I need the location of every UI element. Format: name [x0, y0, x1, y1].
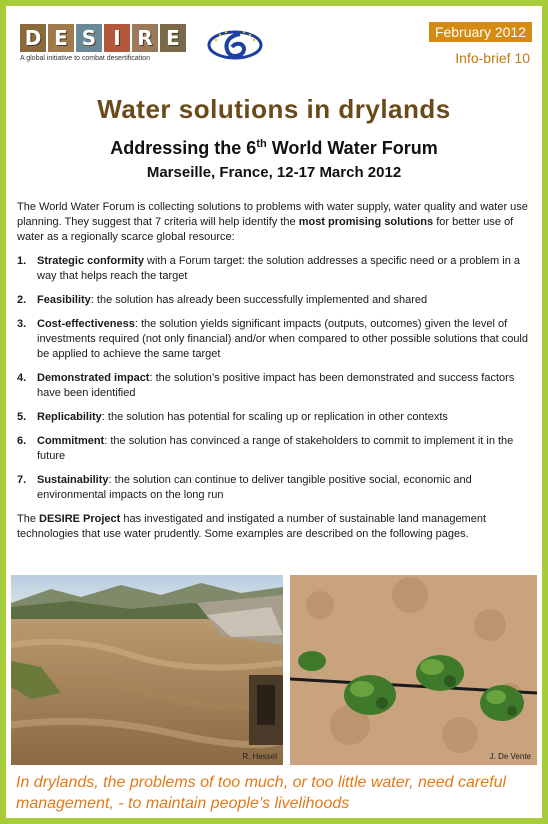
intro-paragraph	[17, 200, 529, 245]
criterion-number: 5.	[17, 411, 27, 423]
date-badge: February 2012	[429, 22, 532, 42]
criterion-number: 6.	[17, 435, 27, 447]
criterion-term: Feasibility	[37, 294, 91, 306]
criterion-term: Sustainability	[37, 474, 109, 486]
criterion-number: 1.	[17, 255, 27, 267]
page-title: Water solutions in drylands	[97, 94, 451, 124]
criterion-item	[17, 254, 529, 284]
logo-letter: S	[76, 24, 102, 52]
subtitle-text: Addressing the 6	[110, 138, 257, 158]
criterion-item	[17, 371, 529, 401]
subtitle-text-end: World Water Forum	[266, 138, 438, 158]
criterion-item	[17, 434, 529, 464]
logo-letter: R	[132, 24, 158, 52]
logo-letter: D	[20, 24, 46, 52]
intro-emphasis: most promising solutions	[298, 216, 434, 228]
logo-letter: I	[104, 24, 130, 52]
page-subtitle	[6, 138, 542, 159]
eu-sixth-framework-logo	[206, 28, 264, 62]
criterion-number: 4.	[17, 372, 27, 384]
closing-text: The	[17, 513, 40, 525]
event-location-date: Marseille, France, 12-17 March 2012	[146, 164, 402, 181]
criterion-item	[17, 473, 529, 503]
criterion-term: Replicability	[37, 411, 102, 423]
logo-letter: E	[160, 24, 186, 52]
criterion-term: Cost-effectiveness	[37, 318, 135, 330]
intro-text: The World Water Forum is collecting solutions to problems with water supply, water quality and water use planning. They suggest that 7 criteria will help identify the	[17, 201, 528, 228]
closing-caption: In drylands, the problems of too much, or too little water, need careful management, - to maintain people’s livelihoods	[16, 774, 507, 812]
closing-text-end: has investigated and instigated a number of sustainable land management technologies that use water prudently. Some examples are described on the following pages.	[17, 513, 487, 540]
criterion-description: : the solution’s positive impact has been demonstrated and success factors have been identified	[37, 372, 515, 399]
criterion-number: 2.	[17, 294, 27, 306]
subtitle-superscript: th	[256, 138, 267, 150]
desire-logo	[20, 24, 190, 72]
criterion-description: : the solution has already been successfully implemented and shared	[90, 294, 428, 306]
logo-tagline: A global initiative to combat desertification	[20, 55, 150, 62]
criterion-description: : the solution has convinced a range of stakeholders to commit to implement it in the future	[37, 435, 514, 462]
drip-irrigation-photo	[290, 575, 537, 765]
criterion-term: Demonstrated impact	[37, 372, 150, 384]
flood-photo	[11, 575, 283, 765]
criterion-item	[17, 317, 529, 362]
info-brief-number: Info-brief 10	[455, 50, 530, 66]
photo-credit-left: R. Hessel	[242, 752, 277, 761]
photo-credit-right: J. De Vente	[489, 752, 531, 761]
intro-text-end: for better use of water as a regionally scarce global resource:	[17, 216, 514, 243]
criterion-item	[17, 293, 529, 308]
criterion-term: Commitment	[37, 435, 105, 447]
article-body	[17, 200, 529, 551]
closing-paragraph	[17, 512, 529, 542]
criterion-description: : the solution can continue to deliver tangible positive social, economic and environmental impacts on the long run	[37, 474, 472, 501]
criterion-term: Strategic conformity	[37, 255, 144, 267]
criterion-description: with a Forum target: the solution addresses a specific need or a problem in a way that helps reach the target	[37, 255, 520, 282]
logo-letter: E	[48, 24, 74, 52]
criterion-description: : the solution yields significant impacts (outputs, outcomes) given the level of investments required (not only financial) and/or when compared to other possible solutions that could be applied to achieve the same target	[37, 318, 528, 360]
closing-emphasis: DESIRE Project	[39, 513, 121, 525]
criterion-number: 7.	[17, 474, 27, 486]
criterion-number: 3.	[17, 318, 27, 330]
criterion-description: : the solution has potential for scaling up or replication in other contexts	[101, 411, 448, 423]
criterion-item	[17, 410, 529, 425]
photo-row	[11, 575, 537, 765]
